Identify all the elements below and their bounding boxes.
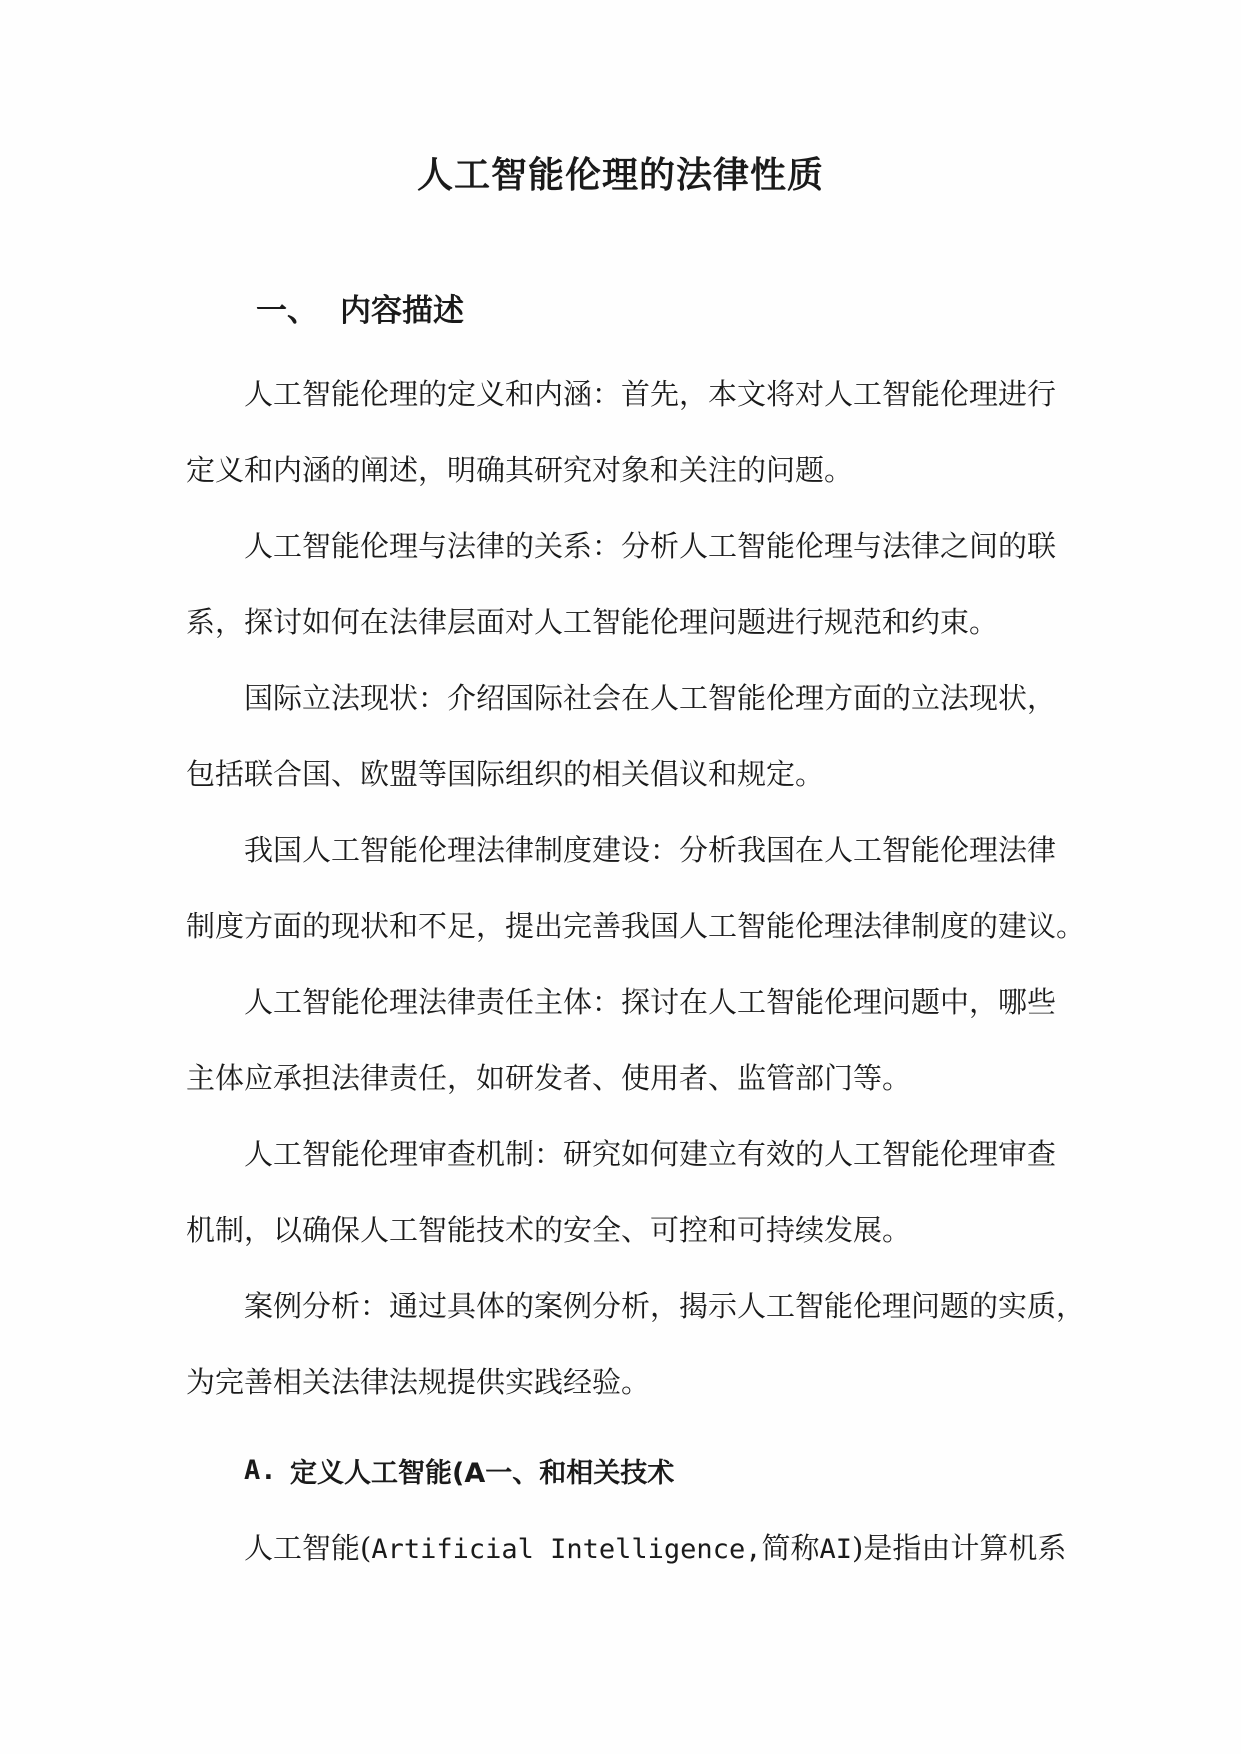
paragraph — [186, 356, 1056, 508]
paragraph — [186, 508, 1056, 660]
paragraph-line: 定义和内涵的阐述，明确其研究对象和关注的问题。 — [186, 453, 854, 487]
paragraph-line: 机制，以确保人工智能技术的安全、可控和可持续发展。 — [186, 1213, 912, 1247]
section-title: 内容描述 — [340, 292, 464, 329]
body-text — [186, 356, 1086, 1420]
paragraph-line: 人工智能伦理的定义和内涵：首先，本文将对人工智能伦理进行 — [244, 377, 1057, 411]
paragraph-line: 包括联合国、欧盟等国际组织的相关倡议和规定。 — [186, 757, 825, 791]
text-fragment: )是指由计算机系 — [852, 1531, 1067, 1565]
paragraph — [186, 812, 1086, 964]
paragraph — [186, 964, 1056, 1116]
paragraph-line: 案例分析：通过具体的案例分析，揭示人工智能伦理问题的实质， — [244, 1289, 1086, 1323]
subsection-number: A. — [244, 1454, 277, 1486]
latin-term: Artificial Intelligence, — [371, 1534, 762, 1565]
paragraph — [186, 1268, 1086, 1420]
paragraph-line: 人工智能伦理法律责任主体：探讨在人工智能伦理问题中，哪些 — [244, 985, 1057, 1019]
paragraph-line: 人工智能伦理与法律的关系：分析人工智能伦理与法律之间的联 — [244, 529, 1057, 563]
subsection-heading — [244, 1448, 674, 1492]
paragraph-line: 国际立法现状：介绍国际社会在人工智能伦理方面的立法现状， — [244, 681, 1057, 715]
paragraph-line: 主体应承担法律责任，如研发者、使用者、监管部门等。 — [186, 1061, 912, 1095]
paragraph-line: 为完善相关法律法规提供实践经验。 — [186, 1365, 651, 1399]
paragraph — [186, 1116, 1056, 1268]
paragraph — [186, 660, 1056, 812]
section-number: 一、 — [256, 292, 318, 329]
subsection-title: 定义人工智能(A一、和相关技术 — [290, 1457, 675, 1489]
abbreviation: AI — [819, 1534, 852, 1565]
paragraph-line: 系，探讨如何在法律层面对人工智能伦理问题进行规范和约束。 — [186, 605, 999, 639]
paragraph-line: 制度方面的现状和不足，提出完善我国人工智能伦理法律制度的建议。 — [186, 909, 1086, 943]
paragraph-line — [244, 1510, 1067, 1588]
text-fragment: 简称 — [761, 1531, 820, 1565]
paragraph-line: 我国人工智能伦理法律制度建设：分析我国在人工智能伦理法律 — [244, 833, 1057, 867]
section-heading — [256, 282, 464, 332]
text-fragment: 人工智能( — [244, 1531, 372, 1565]
document-title: 人工智能伦理的法律性质 — [416, 155, 824, 196]
paragraph-line: 人工智能伦理审查机制：研究如何建立有效的人工智能伦理审查 — [244, 1137, 1057, 1171]
